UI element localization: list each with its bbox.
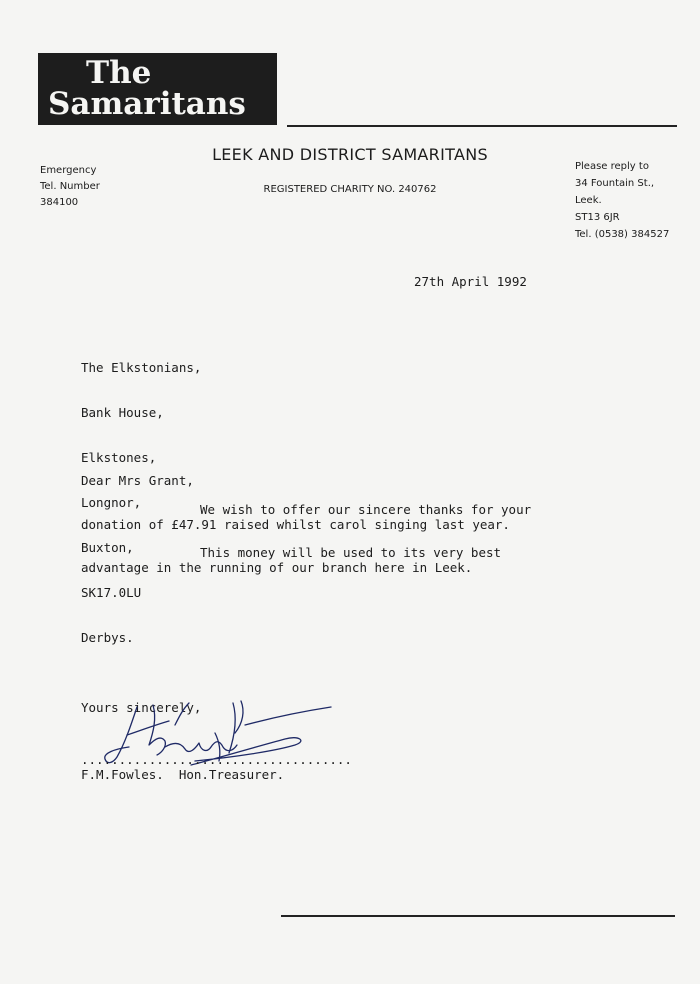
logo-line-2: Samaritans [48,86,246,122]
reply-line: Leek. [575,195,602,206]
paragraph-1-line-2: donation of £47.91 raised whilst carol singing last year. [81,517,510,532]
samaritans-logo [38,53,277,125]
paragraph-2-line-1: This money will be used to its very best [200,545,502,560]
address-line: Longnor, [81,495,142,510]
header-rule [287,125,677,127]
recipient-address [81,330,201,675]
address-line: SK17.0LU [81,585,142,600]
reply-line: ST13 6JR [575,212,620,223]
signatory: F.M.Fowles. Hon.Treasurer. [81,767,285,782]
footer-rule [281,915,675,917]
reply-line: Tel. (0538) 384527 [575,229,670,240]
closing: Yours sincerely, [81,700,202,715]
emergency-line: Emergency [40,165,97,176]
logo-line-1: The [86,55,152,91]
signature-dotted-line: .................................... [81,752,352,767]
address-line: The Elkstonians, [81,360,202,375]
letter-date: 27th April 1992 [414,274,527,289]
paragraph-1-line-1: We wish to offer our sincere thanks for your [200,502,532,517]
reply-line: Please reply to [575,161,649,172]
address-line: Buxton, [81,540,134,555]
salutation: Dear Mrs Grant, [81,473,194,488]
emergency-line: Tel. Number [40,181,100,192]
emergency-number-block [40,163,100,211]
address-line: Elkstones, [81,450,157,465]
organization-title: LEEK AND DISTRICT SAMARITANS [212,145,488,164]
charity-number: REGISTERED CHARITY NO. 240762 [263,184,437,195]
paragraph-2-line-2: advantage in the running of our branch here in Leek. [81,560,473,575]
reply-address-block [575,158,669,243]
address-line: Derbys. [81,630,134,645]
address-line: Bank House, [81,405,164,420]
reply-line: 34 Fountain St., [575,178,655,189]
emergency-line: 384100 [40,197,79,208]
